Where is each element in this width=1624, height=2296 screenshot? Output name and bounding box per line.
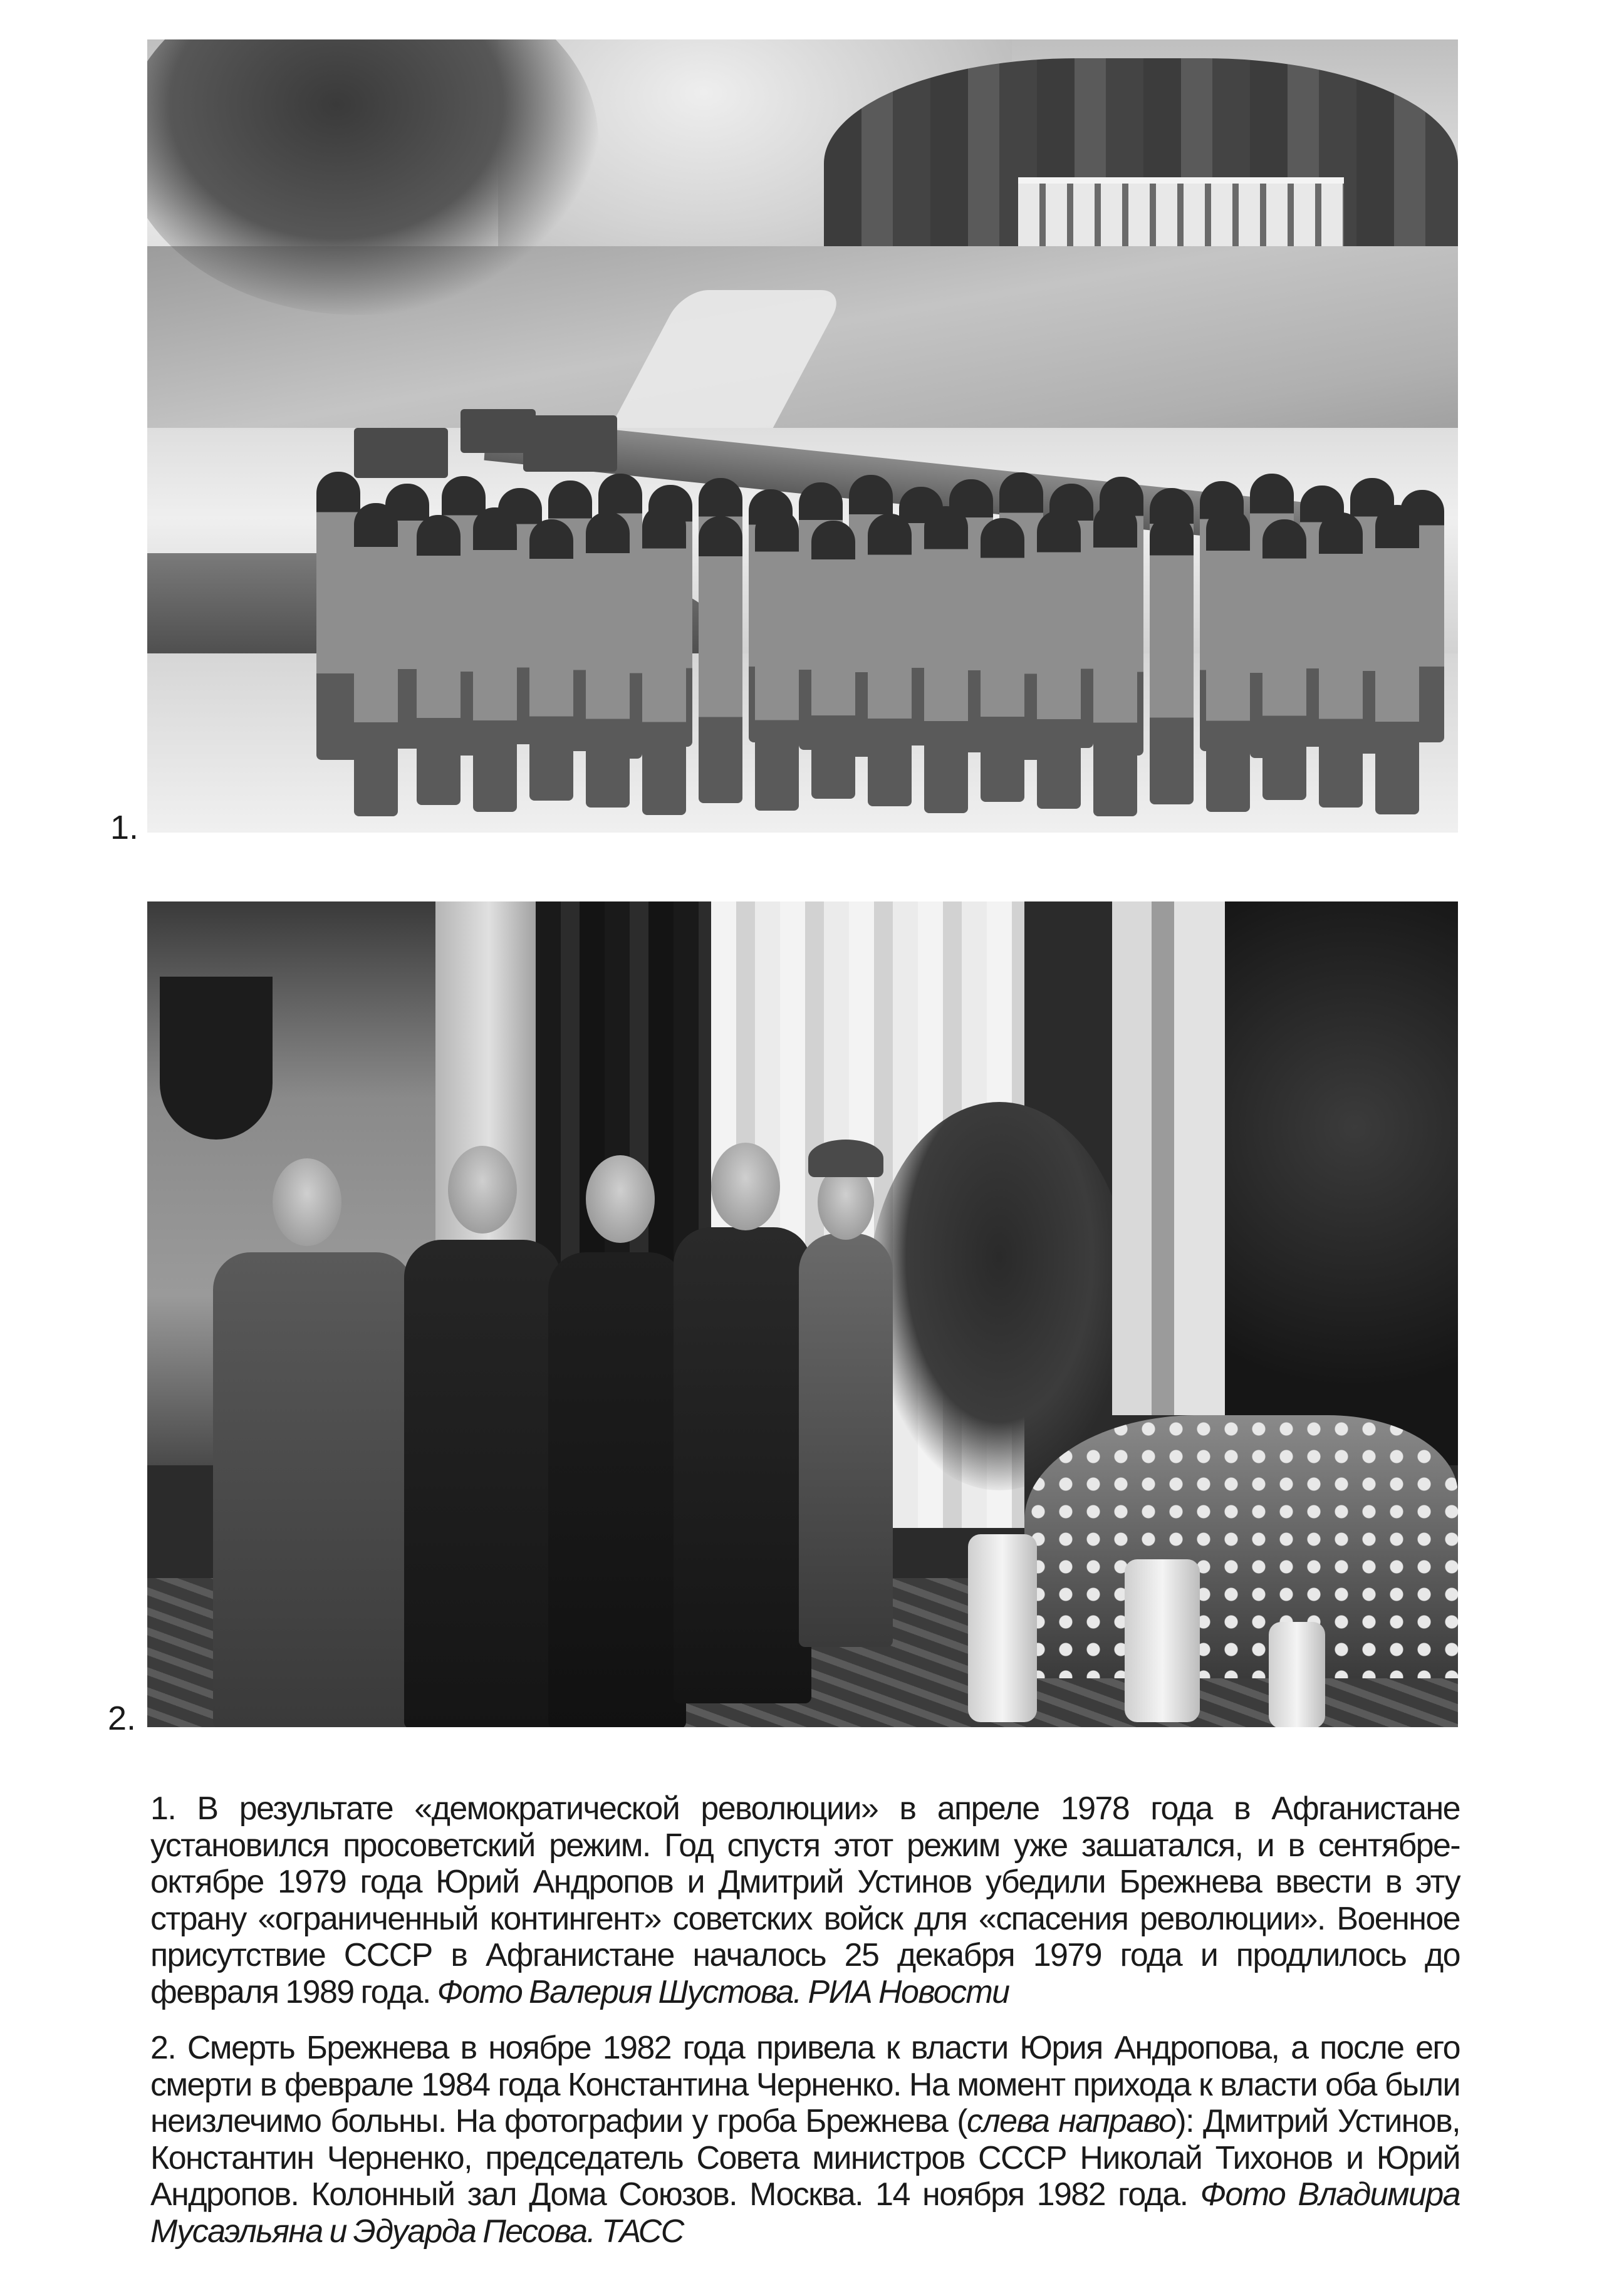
soldier	[586, 512, 630, 808]
soldier	[354, 503, 398, 816]
soldier	[1262, 519, 1306, 800]
caption-text: Смерть Брежнева в ноябре 1982 года привела к власти Юрия Андропова, а после его смерти в феврале 1984 года Константина Черненко. На момент прихода к власти оба были неизлечимо больны. На фотографии у гроба Брежнева (	[150, 2030, 1460, 2139]
photo-credit: Фото Валерия Шустова. РИА Новости	[437, 1973, 1009, 2010]
caption-photo-2	[150, 2030, 1460, 2250]
truck	[354, 428, 448, 478]
chandelier-background	[1200, 901, 1458, 1465]
soldier	[811, 521, 855, 799]
caption-photo-1	[150, 1790, 1460, 2010]
caption-direction: слева направо	[967, 2103, 1176, 2139]
photo-credit: Фото Владимира Мусаэльяна и Эдуарда Песова. ТАСС	[150, 2176, 1460, 2250]
photo-2-number: 2.	[108, 1700, 137, 1737]
head	[448, 1146, 517, 1234]
ribbon	[1125, 1559, 1200, 1722]
soldier	[755, 509, 799, 811]
soldier	[1375, 505, 1419, 814]
caption-text: В результате «демократической революции» в апреле 1978 года в Афганистане установился просоветский режим. Год спустя этот режим уже зашатался, и в сентябре-октябре 1979 года Юрий Андропов и Дмитрий Устинов убедили Брежнева ввести в эту страну «ограниченный контингент» советских войск для «спасения революции». Военное присутствие СССР в Афганистане началось 25 декабря 1979 года и продлилось до февраля 1989 года.	[150, 1790, 1460, 2010]
caption-number: 2.	[150, 2030, 176, 2066]
palm-plant	[868, 1102, 1131, 1490]
person-chernenko	[404, 1240, 561, 1727]
photo-funeral-hall	[147, 901, 1458, 1727]
soldier	[642, 505, 686, 815]
guard-cap	[808, 1140, 883, 1177]
flags	[1112, 901, 1225, 1415]
soldier	[1206, 508, 1250, 812]
photo-1-number: 1.	[110, 809, 139, 846]
soldier	[473, 507, 517, 812]
soldier	[1093, 504, 1137, 816]
person-andropov	[674, 1227, 811, 1703]
person-ustinov	[213, 1252, 414, 1727]
soldier	[1319, 512, 1363, 808]
soldier	[1037, 511, 1081, 809]
soldier	[529, 519, 573, 801]
caption-text: ): Дмитрий Устинов, Константин Черненко, председатель Совета министров СССР Николай Тихонов и Юрий Андропов. Колонный зал Дома Союзов. Москва. 14 ноября 1982 года.	[150, 2103, 1460, 2213]
person-tikhonov	[548, 1252, 686, 1727]
ribbon	[968, 1534, 1037, 1722]
ribbon	[1269, 1622, 1325, 1727]
head	[711, 1143, 780, 1230]
soldier	[981, 518, 1024, 802]
honour-guard	[799, 1234, 893, 1647]
soldier	[924, 506, 968, 813]
caption-number: 1.	[150, 1790, 176, 1827]
arch	[160, 977, 273, 1140]
truck	[523, 415, 617, 472]
soldier	[417, 515, 461, 805]
flower-covered-coffin	[1024, 1415, 1458, 1678]
head	[586, 1155, 655, 1243]
head	[273, 1158, 341, 1246]
soldier	[868, 514, 912, 806]
soldier	[699, 516, 742, 803]
photo-soldiers-bridge	[147, 39, 1458, 833]
soldier	[1150, 515, 1194, 804]
